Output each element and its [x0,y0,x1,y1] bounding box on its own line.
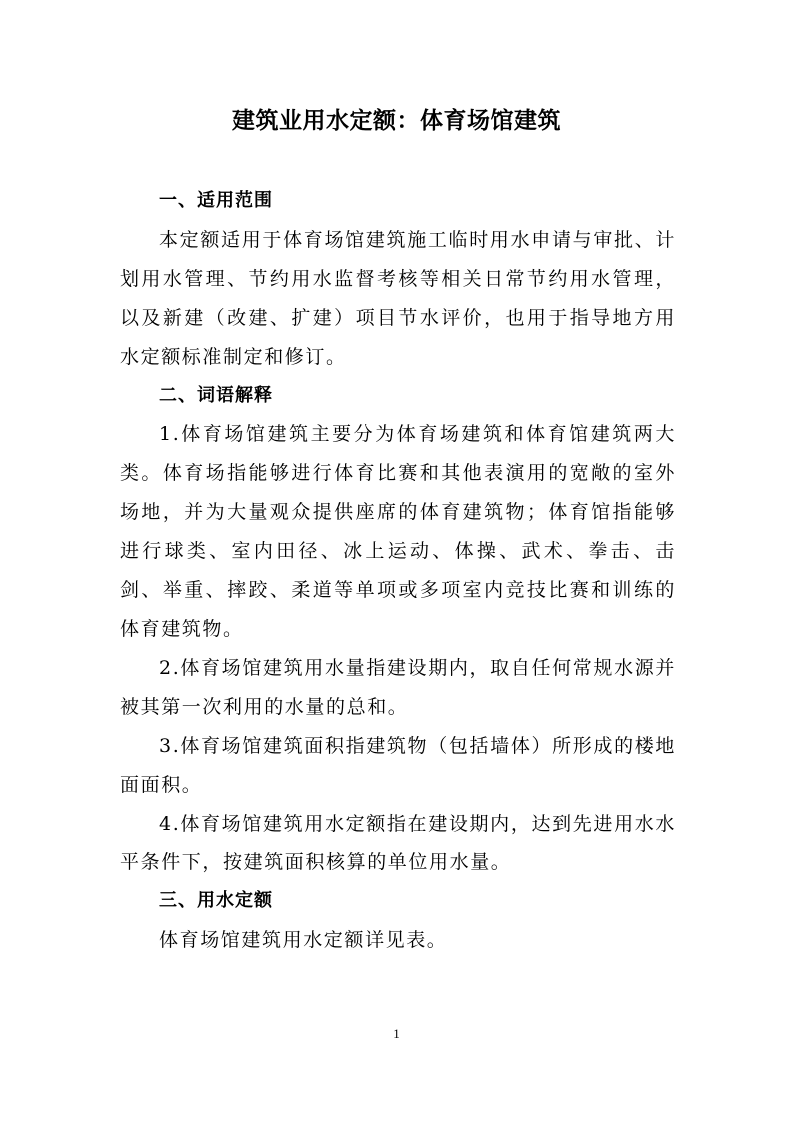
section-quota [120,882,676,960]
section-heading-quota: 三、用水定额 [159,890,273,912]
section-definitions [120,377,676,883]
document-body [120,182,676,960]
section-scope [120,182,676,377]
definition-paragraph-3: 3.体育场馆建筑面积指建筑物（包括墙体）所形成的楼地面面积。 [120,734,676,796]
scope-paragraph: 本定额适用于体育场馆建筑施工临时用水申请与审批、计划用水管理、节约用水监督考核等相关日常节约用水管理，以及新建（改建、扩建）项目节水评价，也用于指导地方用水定额标准制定和修订。 [120,228,676,368]
section-heading-definitions: 二、词语解释 [159,384,273,406]
document-title: 建筑业用水定额：体育场馆建筑 [232,108,561,134]
quota-paragraph: 体育场馆建筑用水定额详见表。 [159,929,448,952]
definition-paragraph-4: 4.体育场馆建筑用水定额指在建设期内，达到先进用水水平条件下，按建筑面积核算的单位用水量。 [120,812,676,874]
section-heading-scope: 一、适用范围 [159,190,273,211]
definition-paragraph-1: 1.体育场馆建筑主要分为体育场建筑和体育馆建筑两大类。体育场指能够进行体育比赛和其他表演用的宽敞的室外场地，并为大量观众提供座席的体育建筑物；体育馆指能够进行球类、室内田径、冰上运动、体操、武术、拳击、击剑、举重、摔跤、柔道等单项或多项室内竞技比赛和训练的体育建筑物。 [120,423,676,640]
definition-paragraph-2: 2.体育场馆建筑用水量指建设期内，取自任何常规水源并被其第一次利用的水量的总和。 [120,656,676,718]
page-number: 1 [393,1026,400,1041]
